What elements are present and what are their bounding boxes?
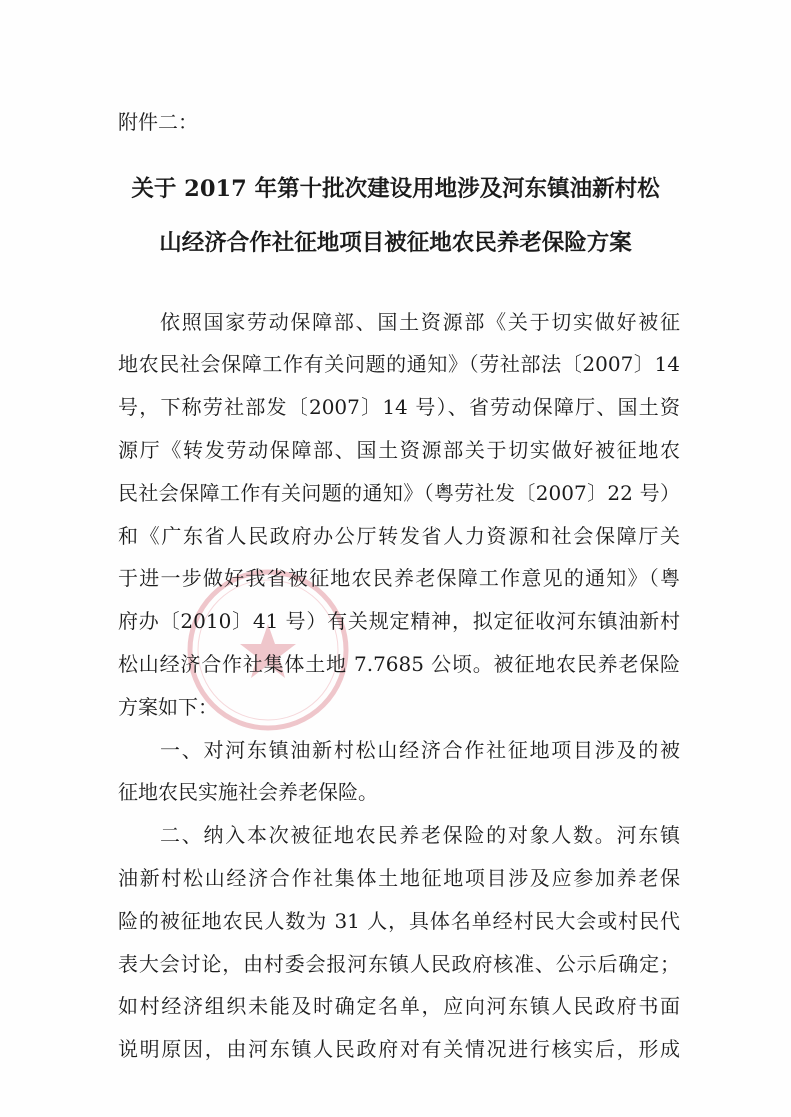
attachment-label: 附件二： bbox=[118, 110, 198, 134]
body-line: 源厅《转发劳动保障部、国土资源部关于切实做好被征地农 bbox=[118, 437, 680, 462]
body-line: 于进一步做好我省被征地农民养老保障工作意见的通知》（粤 bbox=[118, 566, 680, 591]
body-line: 说明原因，由河东镇人民政府对有关情况进行核实后，形成 bbox=[118, 1037, 680, 1062]
body-line: 征地农民实施社会养老保险。 bbox=[118, 780, 378, 805]
body-line: 如村经济组织未能及时确定名单，应向河东镇人民政府书面 bbox=[118, 994, 680, 1019]
body-line: 险的被征地农民人数为 31 人，具体名单经村民大会或村民代 bbox=[118, 908, 680, 933]
body-line: 二、纳入本次被征地农民养老保险的对象人数。河东镇 bbox=[160, 823, 680, 848]
body-line: 民社会保障工作有关问题的通知》（粤劳社发〔2007〕22 号） bbox=[118, 480, 680, 505]
body-line: 油新村松山经济合作社集体土地征地项目涉及应参加养老保 bbox=[118, 865, 680, 890]
body-line: 表大会讨论，由村委会报河东镇人民政府核准、公示后确定； bbox=[118, 951, 680, 976]
title-line: 山经济合作社征地项目被征地农民养老保险方案 bbox=[159, 230, 632, 256]
title-line: 关于 2017 年第十批次建设用地涉及河东镇油新村松 bbox=[131, 176, 660, 202]
document-body bbox=[118, 301, 680, 1071]
body-line: 府办〔2010〕41 号）有关规定精神，拟定征收河东镇油新村 bbox=[118, 609, 680, 634]
body-line: 依照国家劳动保障部、国土资源部《关于切实做好被征 bbox=[160, 309, 680, 334]
document-title bbox=[0, 162, 791, 270]
body-line: 方案如下： bbox=[118, 694, 218, 719]
body-line: 地农民社会保障工作有关问题的通知》（劳社部法〔2007〕14 bbox=[118, 352, 680, 377]
body-line: 和《广东省人民政府办公厅转发省人力资源和社会保障厅关 bbox=[118, 523, 680, 548]
body-line: 一、对河东镇油新村松山经济合作社征地项目涉及的被 bbox=[160, 737, 680, 762]
body-line: 号，下称劳社部发〔2007〕14 号）、省劳动保障厅、国土资 bbox=[118, 395, 680, 420]
body-line: 松山经济合作社集体土地 7.7685 公顷。被征地农民养老保险 bbox=[118, 651, 680, 676]
